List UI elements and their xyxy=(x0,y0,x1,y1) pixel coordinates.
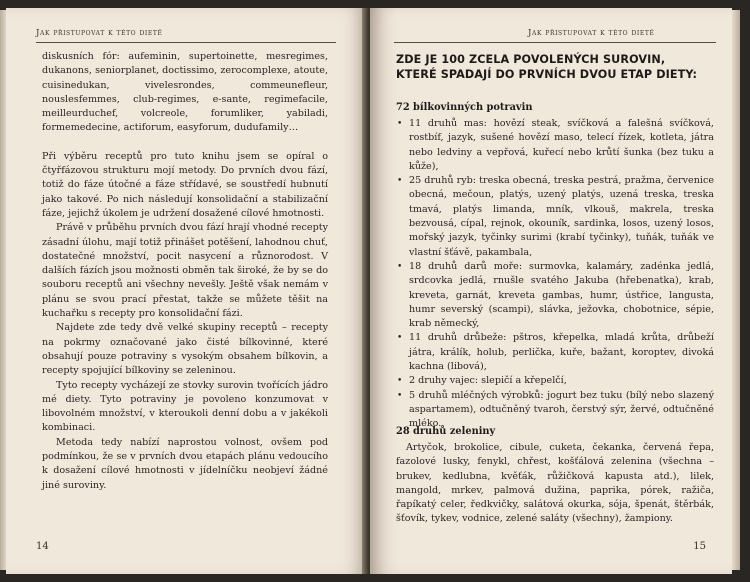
list-item: • 2 druhy vajec: slepičí a křepelčí, xyxy=(396,374,714,388)
header-rule-left xyxy=(36,42,336,43)
list-item: • 18 druhů darů moře: surmovka, kalamáry, zadénka jedlá, srdcovka jedlá, rnušle svatého Jakuba (hřebenatka), krab, kreveta, garnát, kreveta gambas, humr, ústřice, langusta, humr severský (scampi), slávka, ježovka, chobotnice, sépie, krab německý, xyxy=(396,260,714,331)
paragraph: Právě v průběhu prvních dvou fází hrají vhodné recepty zásadní úlohu, mají totiž přinášet potěšení, lahodnou chuť, dostatečné množství, pocit nasycení a různorodost. V dalších fázích jsou možnosti obměn tak široké, že by se do souboru receptů ani všechny nevešly. Ještě však nemám v plánu se svou prací přestat, takže se můžete těšit na kuchařku s recepty pro konsolidační fázi. xyxy=(42,222,328,320)
section-title-line: ZDE JE 100 ZCELA POVOLENÝCH SUROVIN, xyxy=(396,53,666,66)
paragraph: Tyto recepty vycházejí ze stovky surovin tvořících jádro mé diety. Tyto potraviny je povoleno konzumovat v libovolném množství, v kteroukoli denní dobu a v jakékoli kombinaci. xyxy=(42,379,328,434)
protein-list-block xyxy=(396,117,714,432)
running-head-left: Jak přistupovat k této dietě xyxy=(36,28,163,38)
page-number-right: 15 xyxy=(693,541,706,552)
protein-heading: 72 bílkovinných potravin xyxy=(396,102,533,113)
vegetable-paragraph: Artyčok, brokolice, cibule, cuketa, čekanka, červená řepa, fazolové lusky, fenykl, chřest, košťálová zelenina (všechna – brukev, kedlubna, kvěťák, růžičková kapusta atd.), lilek, mangold, mrkev, palmová dužina, paprika, pórek, ražiča, řapíkatý celer, ředkvičky, salátová okurka, sója, špenát, štěrbák, šťovík, tykev, vodnice, zelené saláty (všechny), žampiony. xyxy=(396,442,714,525)
section-title-line: KTERÉ SPADAJÍ DO PRVNÍCH DVOU ETAP DIETY: xyxy=(396,68,698,81)
left-body-text xyxy=(42,50,328,493)
page-number-left: 14 xyxy=(36,541,49,552)
paragraph: Při výběru receptů pro tuto knihu jsem se opíral o čtyřfázovou strukturu mojí metody. Do prvních dvou fází, totiž do fáze útočné a fáze střídavé, se soustředí hubnutí jako takové. Po nich následují konsolidační a stabilizační fáze, jejichž úkolem je udržení dosažené cílové hmotnosti. xyxy=(42,150,328,219)
header-rule-right xyxy=(394,42,716,43)
list-item: • 11 druhů drůbeže: pštros, křepelka, mladá krůta, drůbeží játra, králík, holub, perlička, kuře, bažant, koroptev, divoká kachna (libová), xyxy=(396,331,714,374)
list-item: • 11 druhů mas: hovězí steak, svíčková a falešná svíčková, rostbíf, jazyk, sušené hovězí maso, telecí řízek, kotleta, játra nebo ledviny a vepřová, kuřecí nebo krůtí šunka (bez tuku a kůže), xyxy=(396,117,714,174)
vegetable-heading: 28 druhů zeleniny xyxy=(396,426,496,437)
protein-list xyxy=(396,117,714,432)
running-head-right: Jak přistupovat k této dietě xyxy=(528,28,655,38)
page-edge-right xyxy=(732,10,740,570)
section-title xyxy=(396,52,716,82)
paragraph: Metoda tedy nabízí naprostou volnost, ovšem pod podmínkou, že se v prvních dvou etapách plánu vedoucího k dosažení cílové hmotnosti v jídelníčku neobjeví žádné jiné suroviny. xyxy=(42,436,328,491)
left-page xyxy=(6,8,368,574)
vegetable-text-block xyxy=(396,441,714,527)
list-item: • 5 druhů mléčných výrobků: jogurt bez tuku (bílý nebo slazený aspartamem), odtučněný tvaroh, čerstvý sýr, žervé, odtučněné mléko. xyxy=(396,389,714,432)
paragraph: Najdete zde tedy dvě velké skupiny receptů – recepty na pokrmy označované jako čisté bílkovinné, které obsahují pouze potraviny s vysokým obsahem bílkovin, a recepty spojující bílkoviny se zeleninou. xyxy=(42,322,328,377)
right-page xyxy=(370,8,732,574)
paragraph: diskusních fór: aufeminin, supertoinette, mesregimes, dukanons, seniorplanet, doctissimo, zerocomplexe, atoute, cuisinedukan, vivelesrondes, commeunefleur, nouslesfemmes, club-regimes, e-sante, regimefacile, meilleurduchef, volcreole, forumliker, yabiladi, formemedecine, actiforum, easyforum, dudufamily… xyxy=(42,51,328,134)
list-item: • 25 druhů ryb: treska obecná, treska pestrá, pražma, červenice obecná, mečoun, platýs, uzený platýs, uzená treska, treska tmavá, platýs limanda, mník, vlkouš, makrela, treska bezvousá, cípal, rejnok, okouník, sardinka, losos, uzený losos, mořský jazyk, tyčinky surimi (krabí tyčinky), tuňák, tuňák ve vlastní šťávě, pakambala, xyxy=(396,174,714,260)
